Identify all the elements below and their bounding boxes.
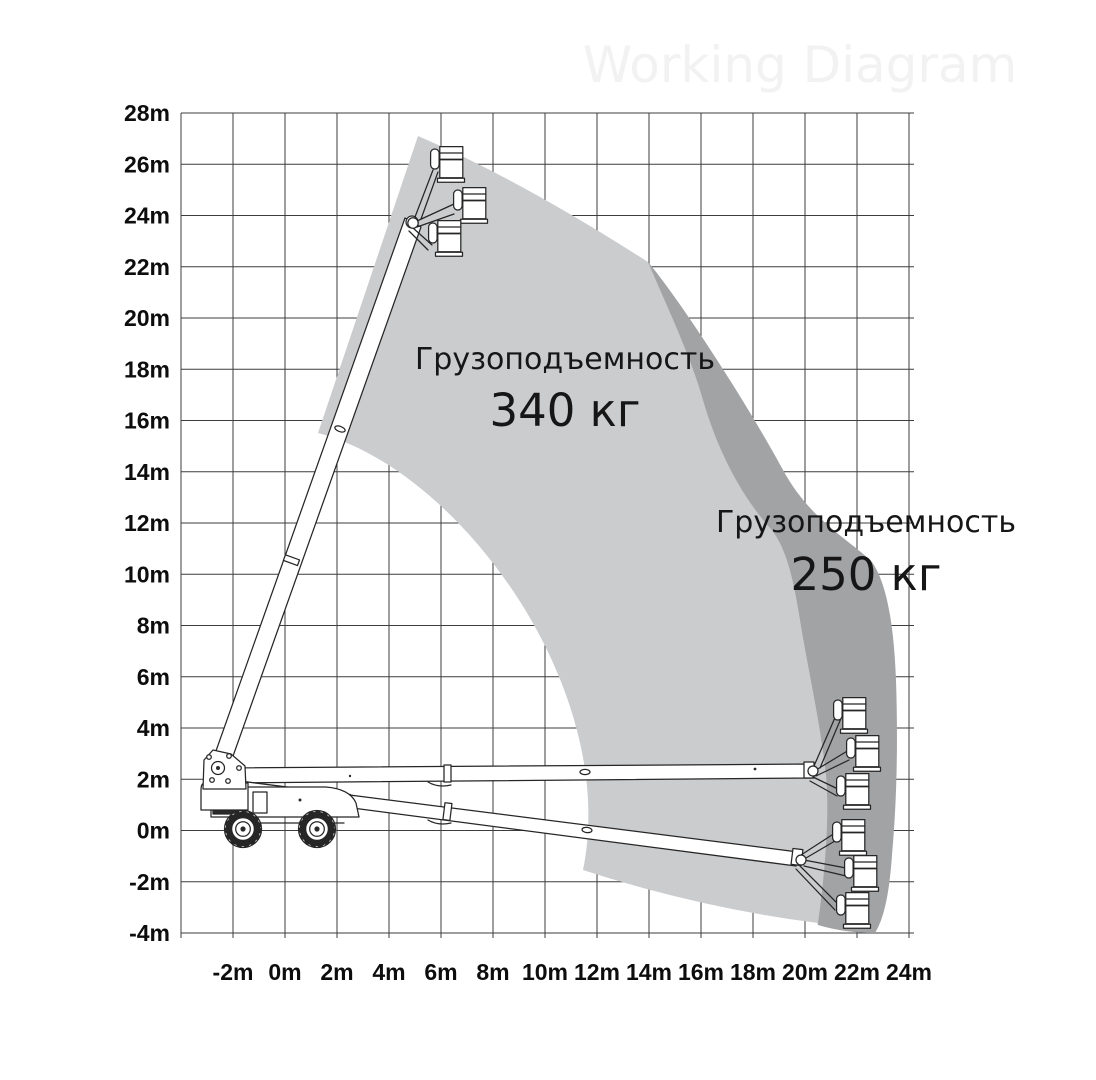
x-axis-tick-labels: [213, 959, 932, 985]
y-tick-label: 28m: [123, 100, 170, 126]
front-wheel: [225, 811, 262, 848]
watermark-text: Working Diagram: [582, 36, 1018, 94]
x-tick-label: 22m: [833, 959, 881, 985]
x-tick-label: 12m: [573, 959, 621, 985]
y-tick-label: 0m: [136, 817, 170, 844]
zone-340kg-label: Грузоподъемность: [414, 342, 716, 377]
y-tick-label: 14m: [123, 458, 170, 485]
x-tick-label: 4m: [372, 959, 406, 985]
y-tick-label: 16m: [123, 407, 170, 434]
x-tick-label: 14m: [625, 959, 673, 985]
y-tick-label: 24m: [123, 202, 170, 229]
zone-340kg-value: 340 кг: [489, 384, 641, 437]
y-tick-label: 2m: [136, 766, 170, 793]
y-tick-label: 10m: [123, 561, 170, 588]
y-tick-label: 22m: [123, 253, 170, 280]
x-tick-label: 2m: [320, 959, 354, 985]
y-axis-tick-labels: [124, 100, 170, 946]
x-tick-label: 8m: [476, 959, 510, 985]
turret: [201, 750, 248, 810]
zone-250kg-value: 250 кг: [790, 548, 942, 601]
rear-wheel: [299, 811, 336, 848]
x-tick-label: 6m: [424, 959, 458, 985]
y-tick-label: 12m: [123, 510, 170, 536]
x-tick-label: 18m: [729, 959, 777, 985]
x-tick-label: 16m: [677, 959, 725, 985]
zone-250kg-label: Грузоподъемность: [715, 505, 1017, 540]
y-tick-label: 4m: [136, 715, 170, 741]
y-tick-label: 8m: [136, 612, 170, 639]
y-tick-label: -2m: [129, 868, 170, 895]
y-tick-label: 26m: [123, 151, 170, 178]
x-tick-label: 20m: [781, 959, 829, 985]
x-tick-label: -2m: [212, 959, 254, 985]
x-tick-label: 10m: [521, 959, 569, 985]
x-tick-label: 24m: [885, 959, 933, 985]
y-tick-label: 6m: [136, 663, 170, 690]
y-tick-label: 20m: [123, 305, 170, 331]
x-tick-label: 0m: [268, 959, 302, 985]
y-tick-label: 18m: [123, 356, 170, 383]
y-tick-label: -4m: [129, 920, 170, 946]
